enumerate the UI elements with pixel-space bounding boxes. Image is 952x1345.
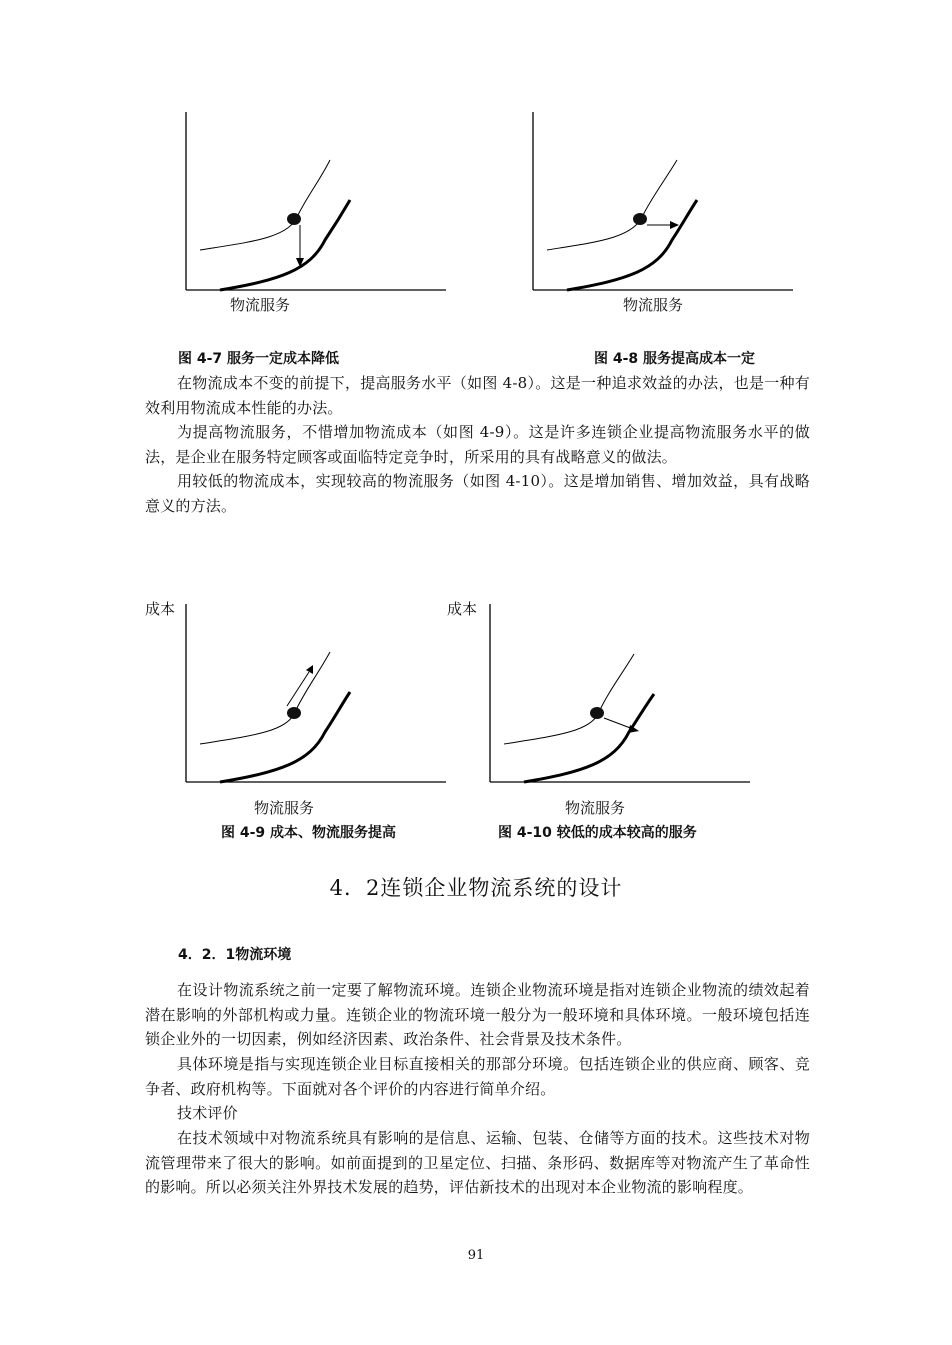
figure-4-10-ylabel: 成本 <box>447 600 478 618</box>
figure-4-8-caption: 图 4-8 服务提高成本一定 <box>594 351 756 367</box>
upper-curve <box>547 160 677 250</box>
point-marker <box>287 213 301 225</box>
figure-4-7-xlabel: 物流服务 <box>230 296 291 314</box>
figure-4-9-ylabel: 成本 <box>145 600 176 618</box>
lower-curve <box>220 200 350 290</box>
arrow-head <box>670 221 679 229</box>
paragraph: 在技术领域中对物流系统具有影响的是信息、运输、包装、仓储等方面的技术。这些技术对物流管理带来了很大的影响。如前面提到的卫星定位、扫描、条形码、数据库等对物流产生了革命性的影响。所以必须关注外界技术发展的趋势，评估新技术的出现对本企业物流的影响程度。 <box>145 1129 810 1196</box>
figure-4-9-plot <box>180 602 450 787</box>
point-marker <box>633 213 647 225</box>
figure-4-8-plot <box>527 110 797 295</box>
figure-4-10-caption: 图 4-10 较低的成本较高的服务 <box>498 825 697 841</box>
figure-4-10-xlabel: 物流服务 <box>565 799 626 817</box>
upper-curve <box>200 160 330 250</box>
point-marker <box>287 707 301 719</box>
shift-arrow <box>287 672 309 706</box>
paragraph: 为提高物流服务，不惜增加物流成本（如图 4-9）。这是许多连锁企业提高物流服务水平的做法，是企业在服务特定顾客或面临特定竞争时，所采用的具有战略意义的做法。 <box>145 423 810 466</box>
arrow-head <box>306 665 313 674</box>
shift-arrow <box>604 718 633 729</box>
lower-curve <box>567 200 697 290</box>
figure-4-9-caption: 图 4-9 成本、物流服务提高 <box>221 825 397 841</box>
figure-4-8-xlabel: 物流服务 <box>623 296 684 314</box>
paragraph: 具体环境是指与实现连锁企业目标直接相关的那部分环境。包括连锁企业的供应商、顾客、竞争者、政府机构等。下面就对各个评价的内容进行简单介绍。 <box>145 1055 810 1098</box>
section-title: 4．2连锁企业物流系统的设计 <box>329 876 623 900</box>
page-number: 91 <box>467 1248 485 1263</box>
figure-4-7-plot <box>180 110 450 295</box>
paragraph: 在物流成本不变的前提下，提高服务水平（如图 4-8）。这是一种追求效益的办法，也是一种有效利用物流成本性能的办法。 <box>145 374 810 417</box>
figure-4-10-plot <box>484 602 754 787</box>
lower-curve <box>524 694 654 782</box>
subsection-title: 4．2．1物流环境 <box>178 947 292 963</box>
upper-curve <box>504 654 634 744</box>
figure-4-9-xlabel: 物流服务 <box>254 799 315 817</box>
figure-4-7-caption: 图 4-7 服务一定成本降低 <box>178 351 340 367</box>
paragraph: 在设计物流系统之前一定要了解物流环境。连锁企业物流环境是指对连锁企业物流的绩效起着潜在影响的外部机构或力量。连锁企业的物流环境一般分为一般环境和具体环境。一般环境包括连锁企业外的一切因素，例如经济因素、政治条件、社会背景及技术条件。 <box>145 981 810 1048</box>
upper-curve <box>200 652 330 744</box>
paragraph: 技术评价 <box>177 1104 238 1122</box>
paragraph: 用较低的物流成本，实现较高的物流服务（如图 4-10）。这是增加销售、增加效益，具有战略意义的方法。 <box>145 472 810 515</box>
point-marker <box>590 707 604 719</box>
